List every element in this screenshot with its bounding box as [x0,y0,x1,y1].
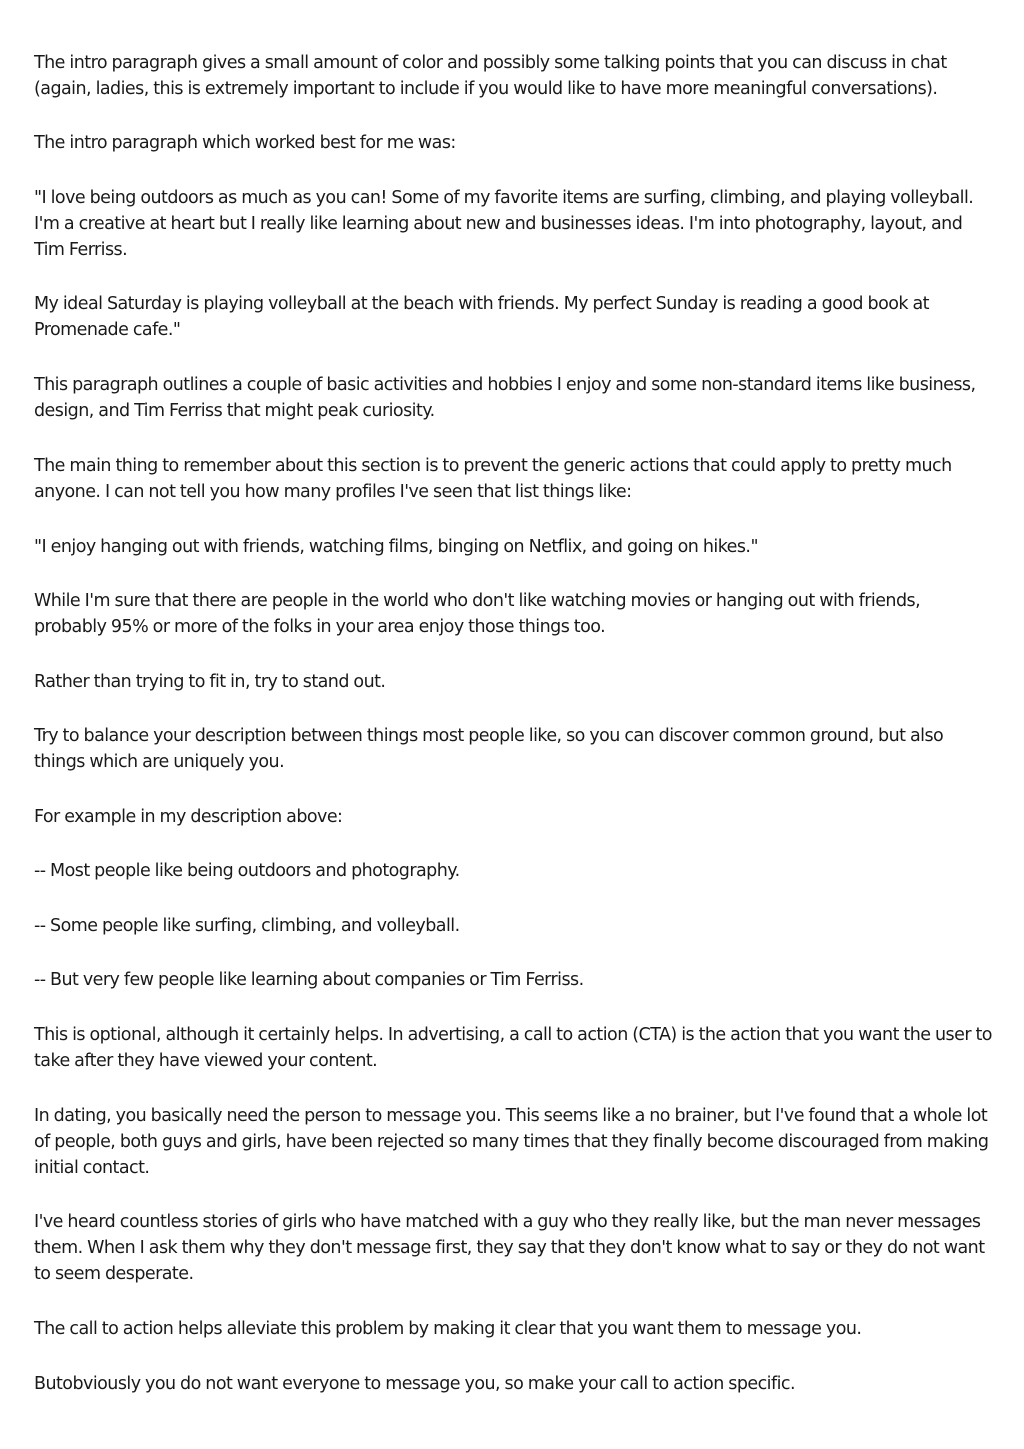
paragraph-intro-color: The intro paragraph gives a small amount of color and possibly some talking points that you can discuss in chat (again, ladies, this is extremely important to include if you would like to have more meaningful conversations). [34,53,947,99]
paragraph-quote-generic: "I enjoy hanging out with friends, watching films, binging on Netflix, and going on hikes." [34,537,758,557]
paragraph-example: For example in my description above: [34,807,343,827]
list-item-most-people: -- Most people like being outdoors and photography. [34,861,460,881]
paragraph-optional-cta: This is optional, although it certainly helps. In advertising, a call to action (CTA) is the action that you want the user to take after they have viewed your content. [34,1025,992,1071]
paragraph-stories: I've heard countless stories of girls who have matched with a guy who they really like, but the man never messages them. When I ask them why they don't message first, they say that they don't know what to say or they do not want to seem desperate. [34,1212,985,1284]
paragraph-specific: Butobviously you do not want everyone to message you, so make your call to action specific. [34,1374,795,1394]
paragraph-while-sure: While I'm sure that there are people in the world who don't like watching movies or hanging out with friends, probably 95% or more of the folks in your area enjoy those things too. [34,591,921,637]
paragraph-balance: Try to balance your description between things most people like, so you can discover common ground, but also things which are uniquely you. [34,726,944,772]
paragraph-dating: In dating, you basically need the person to message you. This seems like a no brainer, but I've found that a whole lot of people, both guys and girls, have been rejected so many times that they finally become discouraged from making initial contact. [34,1106,989,1178]
paragraph-cta-helps: The call to action helps alleviate this problem by making it clear that you want them to message you. [34,1319,862,1339]
paragraph-stand-out: Rather than trying to fit in, try to stand out. [34,672,386,692]
paragraph-main-thing: The main thing to remember about this section is to prevent the generic actions that could apply to pretty much anyone. I can not tell you how many profiles I've seen that list things like: [34,456,952,502]
paragraph-intro-best: The intro paragraph which worked best for me was: [34,133,456,153]
list-item-few-people: -- But very few people like learning about companies or Tim Ferriss. [34,970,584,990]
paragraph-outline: This paragraph outlines a couple of basic activities and hobbies I enjoy and some non-standard items like business, design, and Tim Ferriss that might peak curiosity. [34,375,976,421]
paragraph-quote-outdoors: "I love being outdoors as much as you can! Some of my favorite items are surfing, climbing, and playing volleyball. I'm a creative at heart but I really like learning about new and businesses ideas. I'm into photography, layout, and Tim Ferriss. [34,188,974,260]
paragraph-quote-weekend: My ideal Saturday is playing volleyball at the beach with friends. My perfect Sunday is reading a good book at Promenade cafe." [34,294,929,340]
list-item-some-people: -- Some people like surfing, climbing, and volleyball. [34,916,460,936]
